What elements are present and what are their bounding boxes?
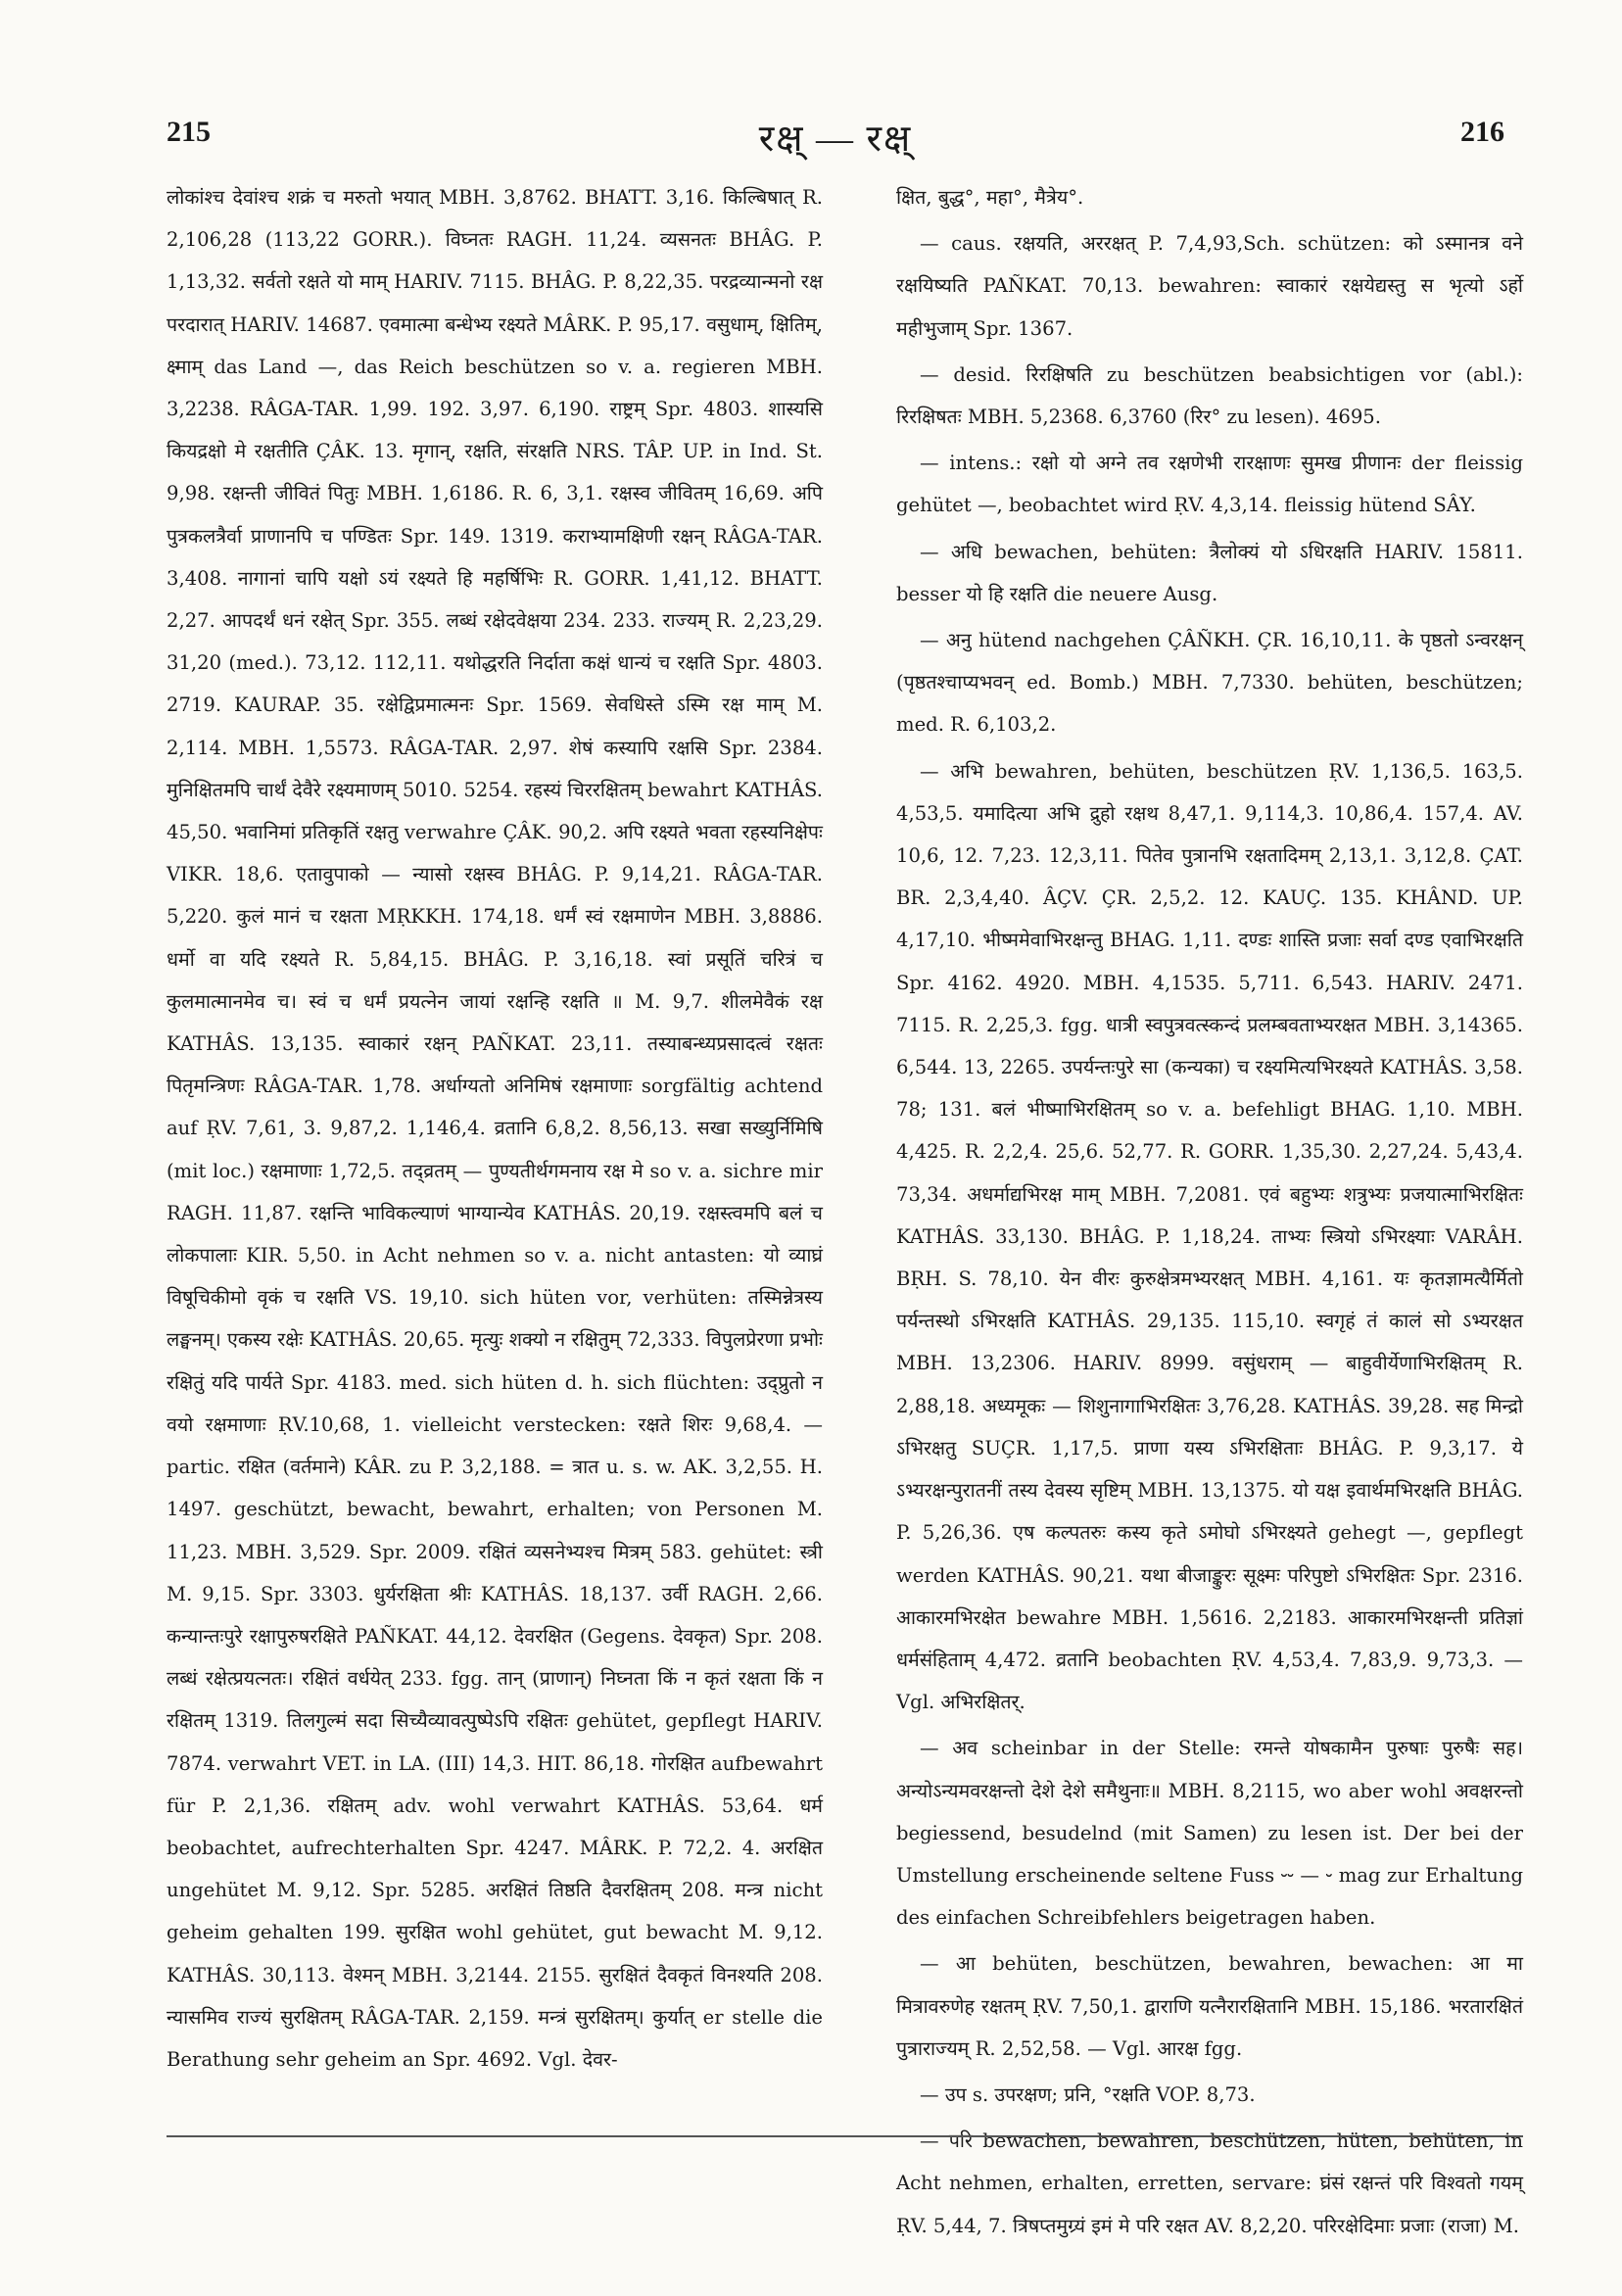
page-header xyxy=(167,116,1504,165)
column-paragraph: क्षित, बुद्ध°, महा°, मैत्रेय°. xyxy=(896,186,1084,209)
entry-paragraph: — आ behüten, beschützen, bewahren, bewachen: आ मा मित्रावरुणेह रक्षतम् ṚV. 7,50,1. द्वाराणि यत्नैरारक्षितानि MBH. 15,186. भरतारक्षितं पुत्राराज्यम् R. 2,52,58. — Vgl. आरक्ष fgg. xyxy=(896,1952,1523,2060)
entry-paragraph: — desid. रिरक्षिषति zu beschützen beabsichtigen vor (abl.): रिरक्षिषतः MBH. 5,2368. 6,3760 (रिर° zu lesen). 4695. xyxy=(896,362,1523,429)
entry-paragraph: — परि bewachen, bewahren, beschützen, hüten, behüten, in Acht nehmen, erhalten, erretten, servare: घ्रंसं रक्षन्तं परि विश्वतो गयम् ṚV. 5,44, 7. त्रिषप्तमुग्र्यं इमं मे परि रक्षत AV. 8,2,20. परिरक्षेदिमाः प्रजाः (राजा) M. xyxy=(896,2129,1523,2237)
entry-paragraph: — अधि bewachen, behüten: त्रैलोक्यं यो ऽधिरक्षति HARIV. 15811. besser यो हि रक्षति die neuere Ausg. xyxy=(896,540,1523,605)
page-number-right: 216 xyxy=(1460,116,1504,148)
entry-paragraph: — caus. रक्षयति, अररक्षत् P. 7,4,93,Sch. schützen: को ऽस्मानत्र वने रक्षयिष्यति PAÑKAT. 70,13. bewahren: स्वाकारं रक्षयेद्यस्तु स भृत्यो ऽर्हो महीभुजाम् Spr. 1367. xyxy=(896,232,1523,340)
footer-rule xyxy=(167,2135,1523,2137)
entry-paragraph: — अभि bewahren, behüten, beschützen ṚV. 1,136,5. 163,5. 4,53,5. यमादित्या अभि द्रुहो रक्षथ 8,47,1. 9,114,3. 10,86,4. 157,4. AV. 10,6, 12. 7,23. 12,3,11. पितेव पुत्रानभि रक्षतादिमम् 2,13,1. 3,12,8. ÇAT. BR. 2,3,4,40. ÂÇV. ÇR. 2,5,2. 12. KAUÇ. 135. KHÂND. UP. 4,17,10. भीष्ममेवाभिरक्षन्तु BHAG. 1,11. दण्डः शास्ति प्रजाः सर्वा दण्ड एवाभिरक्षति Spr. 4162. 4920. MBH. 4,1535. 5,711. 6,543. HARIV. 2471. 7115. R. 2,25,3. fgg. धात्री स्वपुत्रवत्स्कन्दं प्रलम्बवताभ्यरक्षत MBH. 3,14365. 6,544. 13, 2265. उपर्यन्तःपुरे सा (कन्यका) च रक्ष्यमित्यभिरक्ष्यते KATHÂS. 3,58. 78; 131. बलं भीष्माभिरक्षितम् so v. a. befehligt BHAG. 1,10. MBH. 4,425. R. 2,2,4. 25,6. 52,77. R. GORR. 1,35,30. 2,27,24. 5,43,4. 73,34. अधर्माद्यभिरक्ष माम् MBH. 7,2081. एवं बहुभ्यः शत्रुभ्यः प्रजयात्माभिरक्षितः KATHÂS. 33,130. BHÂG. P. 1,18,24. ताभ्यः स्त्रियो ऽभिरक्ष्याः VARÂH. BṚH. S. 78,10. येन वीरः कुरुक्षेत्रमभ्यरक्षत् MBH. 4,161. यः कृतज्ञामत्यैर्मितो पर्यन्तस्थो ऽभिरक्षति KATHÂS. 29,135. 115,10. स्वगृहं तं कालं सो ऽभ्यरक्षत MBH. 13,2306. HARIV. 8999. वसुंधराम् — बाहुवीर्येणाभिरक्षितम् R. 2,88,18. अध्यमूकः — शिशुनागाभिरक्षितः 3,76,28. KATHÂS. 39,28. सह मिन्द्रो ऽभिरक्षतु SUÇR. 1,17,5. प्राणा यस्य ऽभिरक्षिताः BHÂG. P. 9,3,17. ये ऽभ्यरक्षन्पुरातनीं तस्य देवस्य सृष्टिम् MBH. 13,1375. यो यक्ष इवार्थमभिरक्षति BHÂG. P. 5,26,36. एष कल्पतरुः कस्य कृते ऽमोघो ऽभिरक्ष्यते gehegt —, gepflegt werden KATHÂS. 90,21. यथा बीजाङ्कुरः सूक्ष्मः परिपुष्टो ऽभिरक्षितः Spr. 2316. आकारमभिरक्षेत bewahre MBH. 1,5616. 2,2183. आकारमभिरक्षन्ती प्रतिज्ञां धर्मसंहिताम् 4,472. व्रतानि beobachten ṚV. 4,53,4. 7,83,9. 9,73,3. — Vgl. अभिरक्षितर्. xyxy=(896,759,1523,1714)
right-column xyxy=(896,176,1523,2247)
column-paragraph: लोकांश्च देवांश्च शक्रं च मरुतो भयात् MBH. 3,8762. BHATT. 3,16. किल्बिषात् R. 2,106,28 (113,22 GORR.). विघ्नतः RAGH. 11,24. व्यसनतः BHÂG. P. 1,13,32. सर्वतो रक्षते यो माम् HARIV. 7115. BHÂG. P. 8,22,35. परद्रव्यान्मनो रक्ष परदारात् HARIV. 14687. एवमात्मा बन्धेभ्य रक्ष्यते MÂRK. P. 95,17. वसुधाम्, क्षितिम्, क्ष्माम् das Land —, das Reich beschützen so v. a. regieren MBH. 3,2238. RÂGA-TAR. 1,99. 192. 3,97. 6,190. राष्ट्रम् Spr. 4803. शास्यसि कियद्रक्षो मे रक्षतीति ÇÂK. 13. मृगान्, रक्षति, संरक्षति NRS. TÂP. UP. in Ind. St. 9,98. रक्षन्ती जीवितं पितुः MBH. 1,6186. R. 6, 3,1. रक्षस्व जीवितम् 16,69. अपि पुत्रकलत्रैर्वा प्राणानपि च पण्डितः Spr. 149. 1319. कराभ्यामक्षिणी रक्षन् RÂGA-TAR. 3,408. नागानां चापि यक्षो ऽयं रक्ष्यते हि महर्षिभिः R. GORR. 1,41,12. BHATT. 2,27. आपदर्थं धनं रक्षेत् Spr. 355. लब्धं रक्षेदवेक्षया 234. 233. राज्यम् R. 2,23,29. 31,20 (med.). 73,12. 112,11. यथोद्धरति निर्दाता कक्षं धान्यं च रक्षति Spr. 4803. 2719. KAURAP. 35. रक्षेद्विप्रमात्मनः Spr. 1569. सेवधिस्ते ऽस्मि रक्ष माम् M. 2,114. MBH. 1,5573. RÂGA-TAR. 2,97. शेषं कस्यापि रक्षसि Spr. 2384. मुनिक्षितमपि चार्थं देवैरे रक्ष्यमाणम् 5010. 5254. रहस्यं चिररक्षितम् bewahrt KATHÂS. 45,50. भवानिमां प्रतिकृतिं रक्षतु verwahre ÇÂK. 90,2. अपि रक्ष्यते भवता रहस्यनिक्षेपः VIKR. 18,6. एतावुपाको — न्यासो रक्षस्व BHÂG. P. 9,14,21. RÂGA-TAR. 5,220. कुलं मानं च रक्षता MṚKKH. 174,18. धर्मं स्वं रक्षमाणेन MBH. 3,8886. धर्मो वा यदि रक्ष्यते R. 5,84,15. BHÂG. P. 3,16,18. स्वां प्रसूतिं चरित्रं च कुलमात्मानमेव च। स्वं च धर्मं प्रयत्नेन जायां रक्षन्हि रक्षति ॥ M. 9,7. शीलमेवैकं रक्ष KATHÂS. 13,135. स्वाकारं रक्षन् PAÑKAT. 23,11. तस्याबन्ध्यप्रसादत्वं रक्षतः पितृमन्त्रिणः RÂGA-TAR. 1,78. अर्धाग्यतो अनिमिषं रक्षमाणाः sorgfältig achtend auf ṚV. 7,61, 3. 9,87,2. 1,146,4. व्रतानि 6,8,2. 8,56,13. सखा सख्युर्निमिषि (mit loc.) रक्षमाणाः 1,72,5. तद्व्रतम् — पुण्यतीर्थगमनाय रक्ष मे so v. a. sichre mir RAGH. 11,87. रक्षन्ति भाविकल्याणं भाग्यान्येव KATHÂS. 20,19. रक्षस्त्वमपि बलं च लोकपालाः KIR. 5,50. in Acht nehmen so v. a. nicht antasten: यो व्याघ्रं विषूचिकीमो वृकं च रक्षति VS. 19,10. sich hüten vor, verhüten: तस्मिन्नेत्रस्य लङ्घनम्। एकस्य रक्षेः KATHÂS. 20,65. मृत्युः शक्यो न रक्षितुम् 72,333. विपुलप्रेरणा प्रभोः रक्षितुं यदि पार्यते Spr. 4183. med. sich hüten d. h. sich flüchten: उद्प्रुतो न वयो रक्षमाणाः ṚV.10,68, 1. vielleicht verstecken: रक्षते शिरः 9,68,4. — partic. रक्षित (वर्तमाने) KÂR. zu P. 3,2,188. = त्रात u. s. w. AK. 3,2,55. H. 1497. geschützt, bewacht, bewahrt, erhalten; von Personen M. 11,23. MBH. 3,529. Spr. 2009. रक्षितं व्यसनेभ्यश्च मित्रम् 583. gehütet: स्त्री M. 9,15. Spr. 3303. धुर्यरक्षिता श्रीः KATHÂS. 18,137. उर्वी RAGH. 2,66. कन्यान्तःपुरे रक्षापुरुषरक्षिते PAÑKAT. 44,12. देवरक्षित (Gegens. देवकृत) Spr. 208. लब्धं रक्षेत्प्रयत्नतः। रक्षितं वर्धयेत् 233. fgg. तान् (प्राणान्) निघ्नता किं न कृतं रक्षता किं न रक्षितम् 1319. तिलगुल्मं सदा सिच्यैव्यावत्पुष्पेऽपि रक्षितः gehütet, gepflegt HARIV. 7874. verwahrt VET. in LA. (III) 14,3. HIT. 86,18. गोरक्षित aufbewahrt für P. 2,1,36. रक्षितम् adv. wohl verwahrt KATHÂS. 53,64. धर्म beobachtet, aufrechterhalten Spr. 4247. MÂRK. P. 72,2. 4. अरक्षित ungehütet M. 9,12. Spr. 5285. अरक्षितं तिष्ठति दैवरक्षितम् 208. मन्त्र nicht geheim gehalten 199. सुरक्षित wohl gehütet, gut bewacht M. 9,12. KATHÂS. 30,113. वेश्मन् MBH. 3,2144. 2155. सुरक्षितं दैवकृतं विनश्यति 208. न्यासमिव राज्यं सुरक्षितम् RÂGA-TAR. 2,159. मन्त्रं सुरक्षितम्। कुर्यात् er stelle die Berathung sehr geheim an Spr. 4692. Vgl. देवर- xyxy=(167,186,823,2071)
entry-paragraph: — अनु hütend nachgehen ÇÂÑKH. ÇR. 16,10,11. के पृष्ठतो ऽन्वरक्षन् (पृष्ठतश्चाप्यभवन् ed. Bomb.) MBH. 7,7330. behüten, beschützen; med. R. 6,103,2. xyxy=(896,629,1523,737)
entry-paragraph: — अव scheinbar in der Stelle: रमन्ते योषकामैन पुरुषाः पुरुषैः सह। अन्योऽन्यमवरक्षन्तो देशे देशे समैथुनाः॥ MBH. 8,2115, wo aber wohl अवक्षरन्तो begiessend, besudelnd (mit Samen) zu lesen ist. Der bei der Umstellung erscheinende seltene Fuss ⏑⏑ — ⏑ mag zur Erhaltung des einfachen Schreibfehlers beigetragen haben. xyxy=(896,1737,1523,1930)
entry-paragraph: — उप s. उपरक्षण; प्रनि, °रक्षति VOP. 8,73. xyxy=(920,2082,1256,2106)
entry-paragraph: — intens.: रक्षो यो अग्ने तव रक्षणेभी रारक्षाणः सुमख प्रीणानः der fleissig gehütet —, beobachtet wird ṚV. 4,3,14. fleissig hütend SÂY. xyxy=(896,452,1523,517)
page-number-left: 215 xyxy=(167,116,211,148)
left-column xyxy=(167,176,823,2081)
running-head: रक्ष् — रक्ष् xyxy=(758,119,913,160)
